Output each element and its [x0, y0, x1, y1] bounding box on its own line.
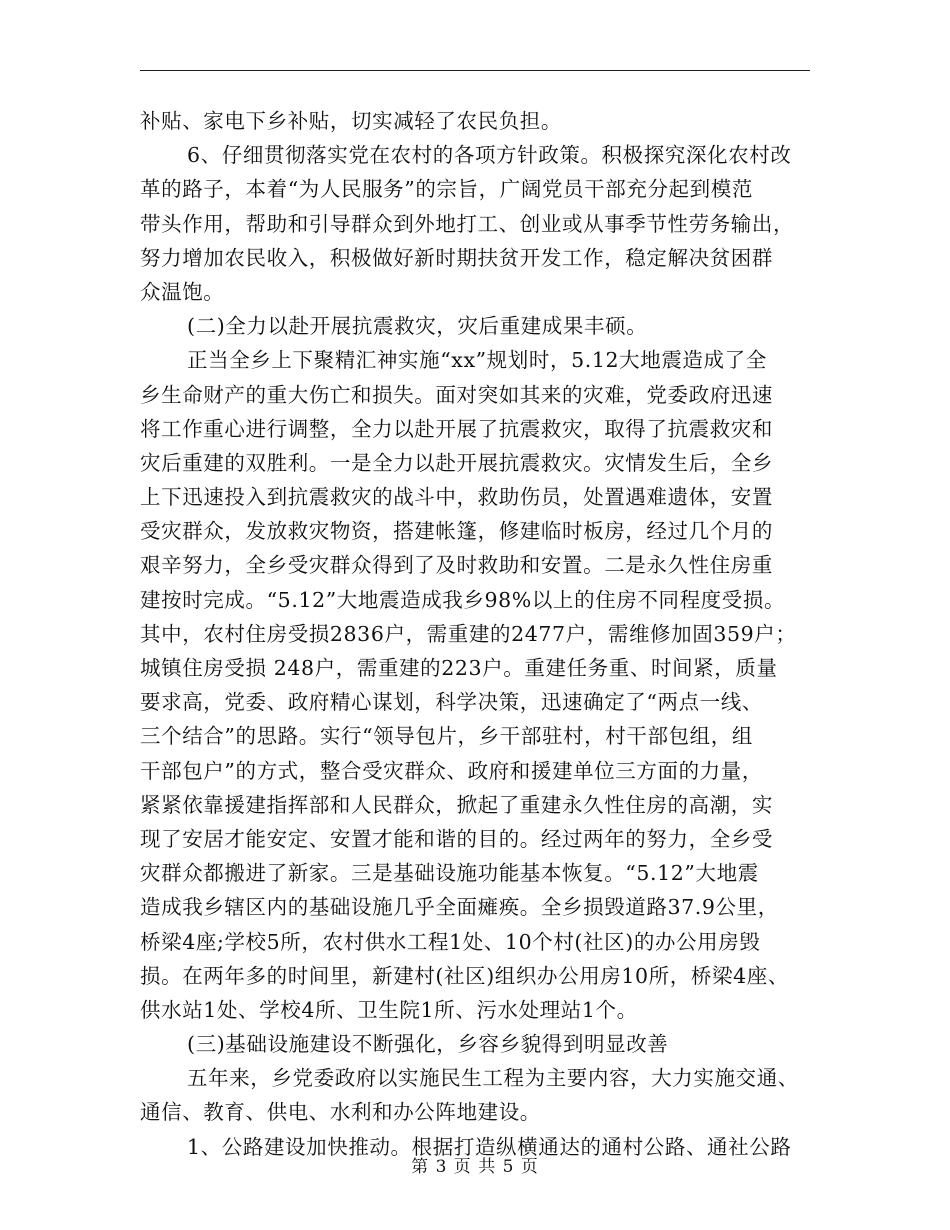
section-heading: (二)全力以赴开展抗震救灾，灾后重建成果丰硕。	[187, 314, 648, 339]
section-heading: (三)基础设施建设不断强化，乡容乡貌得到明显改善	[187, 1032, 669, 1057]
text-line: 其中，农村住房受损2836户，需重建的2477户，需维修加固359户；	[140, 621, 797, 646]
text-line: 城镇住房受损 248户，需重建的223户。重建任务重、时间紧，质量	[140, 656, 778, 680]
text-line: 上下迅速投入到抗震救灾的战斗中，救助伤员，处置遇难遗体，安置	[140, 485, 773, 510]
text-line: 干部包户”的方式，整合受灾群众、政府和援建单位三方面的力量，	[140, 758, 763, 783]
paragraph-line: 1、公路建设加快推动。根据打造纵横通达的通村公路、通社公路	[187, 1134, 792, 1159]
paragraph-line: 6、仔细贯彻落实党在农村的各项方针政策。积极探究深化农村改	[187, 143, 792, 168]
text-line: 桥梁4座;学校5所，农村供水工程1处、10个村(社区)的办公用房毁	[140, 929, 761, 954]
text-line: 灾群众都搬进了新家。三是基础设施功能基本恢复。“5.12”大地震	[140, 861, 759, 886]
text-line: 乡生命财产的重大伤亡和损失。面对突如其来的灾难，党委政府迅速	[140, 382, 773, 407]
text-line: 现了安居才能安定、安置才能和谐的目的。经过两年的努力，全乡受	[140, 826, 773, 851]
text-line: 努力增加农民收入，积极做好新时期扶贫开发工作，稳定解决贫困群	[140, 245, 773, 270]
paragraph-line: 正当全乡上下聚精汇神实施“xx”规划时，5.12大地震造成了全	[187, 348, 767, 373]
text-line: 要求高，党委、政府精心谋划，科学决策，迅速确定了“两点一线、	[140, 690, 763, 715]
text-line: 损。在两年多的时间里，新建村(社区)组织办公用房10所，桥梁4座、	[140, 963, 789, 988]
text-line: 将工作重心进行调整，全力以赴开展了抗震救灾，取得了抗震救灾和	[140, 416, 773, 441]
header-rule	[140, 70, 810, 71]
text-line: 灾后重建的双胜利。一是全力以赴开展抗震救灾。灾情发生后，全乡	[140, 450, 773, 475]
text-line: 供水站1处、学校4所、卫生院1所、污水处理站1个。	[140, 997, 638, 1022]
text-line: 建按时完成。“5.12”大地震造成我乡98%以上的住房不同程度受损。	[140, 587, 786, 612]
text-line: 革的路子，本着“为人民服务”的宗旨，广阔党员干部充分起到模范	[140, 177, 753, 202]
text-line: 造成我乡辖区内的基础设施几乎全面瘫痪。全乡损毁道路37.9公里，	[140, 895, 779, 920]
paragraph-line: 五年来，乡党委政府以实施民生工程为主要内容，大力实施交通、	[187, 1066, 799, 1091]
text-line: 带头作用，帮助和引导群众到外地打工、创业或从事季节性劳务输出，	[140, 211, 795, 236]
page-footer: 第 3 页 共 5 页	[411, 1157, 539, 1177]
text-line: 通信、教育、供电、水利和办公阵地建设。	[140, 1100, 541, 1125]
text-line: 受灾群众，发放救灾物资，搭建帐篷，修建临时板房，经过几个月的	[140, 519, 773, 544]
text-line: 补贴、家电下乡补贴，切实减轻了农民负担。	[140, 109, 562, 133]
text-line: 三个结合”的思路。实行“领导包片，乡干部驻村，村干部包组，组	[140, 724, 753, 749]
text-line: 艰辛努力，全乡受灾群众得到了及时救助和安置。二是永久性住房重	[140, 553, 773, 578]
document-body	[140, 104, 810, 1164]
text-line: 众温饱。	[140, 279, 225, 304]
text-line: 紧紧依靠援建指挥部和人民群众，掀起了重建永久性住房的高潮，实	[140, 792, 773, 817]
